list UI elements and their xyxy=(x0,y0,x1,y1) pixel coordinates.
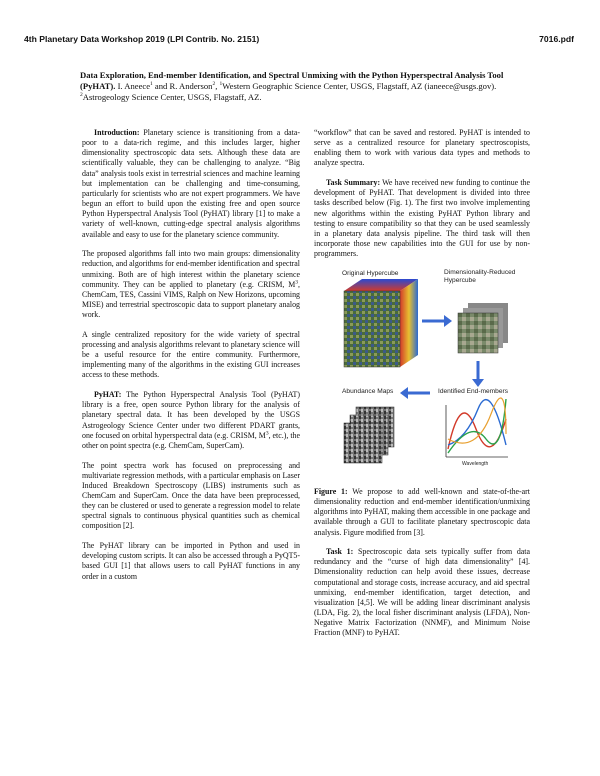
pyhat-text-a: The Python Hyperspectral Analysis Tool (PyHAT) library is a free, open source Python library for the analysis of planetary spectral data. It has been developed by the USGS Astrogeology Science Center under two different PDART grants, one focused on orbital hyperspectral data (e.g. CRISM, M xyxy=(82,390,300,440)
task-summary-text: We have received new funding to continue the development of PyHAT. That development is divided into three tasks described below (Fig. 1). The first two involve implementing new algorithms within the existing PyHAT Python library and testing to ensure compatibility so that they can be used seamlessly in a planetary data analysis pipeline. The third task will then incorporate those new capabilities into the GUI for use by non-programmers. xyxy=(314,178,530,259)
affil-2: Astrogeology Science Center, USGS, Flagstaff, AZ. xyxy=(82,92,262,103)
algorithms-text-b: , ChemCam, TES, Cassini VIMS, Ralph on New Horizons, upcoming MISE) and terrestrial spectroscopic data to support planetary analog work. xyxy=(82,279,300,320)
point-spectra-paragraph: The point spectra work has focused on preprocessing and multivariate regression methods, with a particular emphasis on Laser Induced Breakdown Spectroscopy (LIBS) instruments such as ChemCam and SuperCam. Once the data have been preprocessed, they can be clustered or used to generate a regression model to relate spectral signals to continuous physical quantities such as chemical composition [2]. xyxy=(82,460,300,531)
caption-heading: Figure 1: xyxy=(314,486,348,496)
figure-1 xyxy=(326,269,516,479)
m3-sup-2: 3 xyxy=(265,430,269,437)
affil-2-mark: 2 xyxy=(80,92,83,99)
running-header: 4th Planetary Data Workshop 2019 (LPI Contrib. No. 2151) xyxy=(24,34,260,44)
pyhat-text-b: , etc.), the other on point spectra (e.g. ChemCam, SuperCam). xyxy=(82,430,300,450)
intro-text: Planetary science is transitioning from a data-poor to a data-rich regime, and this includes larger, higher dimensionality spectroscopic data sets. Although these data are scientifically valuable, they can be challenging to analyze. “Big data” analysis tools exist in terrestrial sciences and machine learning but implementation can be challenging and time-consuming, particularly for scientists who are not expert programmers. We have begun an effort to build upon the existing free and open source Python Hyperspectral Analysis Tool (PyHAT) library [1] to make a variety of well-known, cutting-edge spectral analysis algorithms available and easy to use for the planetary science community. xyxy=(82,128,300,239)
right-column xyxy=(314,128,530,648)
endmember-plot xyxy=(446,398,508,457)
intro-paragraph xyxy=(82,128,300,240)
arrow-right-icon xyxy=(422,315,452,327)
affil-1-mark: 1 xyxy=(219,81,223,88)
abundance-maps-graphic xyxy=(344,407,394,463)
algorithms-text-a: The proposed algorithms fall into two main groups: dimensionality reduction, and algorithms for end-member identification and spectral unmixing. Both are of high interest within the planetary science community. They can be applied to planetary (e.g. CRISM, M xyxy=(82,249,300,289)
figure-1-graphic xyxy=(326,269,516,479)
task-1-text: Spectroscopic data sets typically suffer from data redundancy and the “curse of high data dimensionality” [4]. Dimensionality reduction can help avoid these issues, decrease computational and storage costs, increase accuracy, and aid spectral unmixing, end-member identification, target detection, and visualization [4,5]. We will be adding linear discriminant analysis (LDA, Fig. 2), the local fisher discriminant analysis (LFDA), Non-Negative Matrix Factorization (NNMF), and Minimum Noise Fraction (MNF) to PyHAT. xyxy=(314,547,530,638)
title-block: Data Exploration, End-member Identification, and Spectral Unmixing with the Python Hyperspectral Analysis Tool (PyHAT). I. Aneece$^1$ and R. Anderson$^2$, $^1$Western Geographic Science Center, USGS, Flagstaff, AZ (ianeece@usgs.gov). $^2$Astrogeology Science Center, USGS, Flagstaff, AZ. xyxy=(80,70,504,103)
intro-heading: Introduction: xyxy=(94,128,140,137)
label-original-hypercube: Original Hypercube xyxy=(342,269,399,277)
pyhat-paragraph xyxy=(82,390,300,451)
endmember-red xyxy=(448,413,506,449)
arrow-down-icon xyxy=(472,361,484,387)
task-1-paragraph xyxy=(314,547,530,638)
affil-1: Western Geographic Science Center, USGS, Flagstaff, AZ (ianeece@usgs.gov). xyxy=(222,81,497,92)
arrow-left-icon xyxy=(400,387,430,399)
label-endmembers: Identified End-members xyxy=(438,387,509,395)
caption-text: We propose to add well-known and state-of-the-art dimensionality reduction and end-member identification/unmixing algorithms into PyHAT, making them accessible in one package and available through a GUI to facilitate planetary spectroscopic data analysis. Figure modified from [3]. xyxy=(314,486,530,537)
task-1-heading: Task 1: xyxy=(326,547,354,557)
hypercube-graphic xyxy=(344,279,418,367)
label-abundance-maps: Abundance Maps xyxy=(342,387,394,395)
library-paragraph: The PyHAT library can be imported in Python and used in developing custom scripts. It can also be accessed through a PyQT5-based GUI [1] that allows users to call PyHAT functions in any order in a custom xyxy=(82,541,300,581)
author-1: I. Aneece xyxy=(117,81,151,92)
endmember-green xyxy=(448,399,506,453)
algorithms-paragraph xyxy=(82,249,300,320)
pyhat-heading: PyHAT: xyxy=(94,390,122,400)
figure-1-caption xyxy=(314,487,530,538)
paper-title: Data Exploration, End-member Identification, and Spectral Unmixing with the Python Hyperspectral Analysis Tool (PyHAT). xyxy=(80,70,504,92)
workflow-paragraph: “workflow” that can be saved and restored. PyHAT is intended to serve as a centralized resource for planetary spectroscopists, enabling them to work with various data types and methods to analyze spectra. xyxy=(314,128,530,168)
label-reduced-hypercube: Dimensionality-Reduced Hypercube xyxy=(444,268,516,284)
task-summary-heading: Task Summary: xyxy=(326,178,381,188)
author-2: and R. Anderson xyxy=(152,81,213,92)
left-column xyxy=(82,128,300,591)
repository-paragraph: A single centralized repository for the wide variety of spectral processing and analysis algorithms relevant to planetary science will be a useful resource for the entire community. Furthermore, implementing many of the algorithms in the existing GUI increases access to these methods. xyxy=(82,329,300,380)
m3-sup: 3 xyxy=(295,279,299,286)
task-summary-paragraph xyxy=(314,178,530,259)
label-wavelength-axis: Wavelength xyxy=(462,460,489,467)
paper-id: 7016.pdf xyxy=(539,34,574,44)
author-2-affil: 2 xyxy=(212,81,216,88)
author-1-affil: 1 xyxy=(150,81,153,88)
endmember-blue xyxy=(448,400,506,445)
reduced-hypercube-graphic xyxy=(458,303,508,353)
